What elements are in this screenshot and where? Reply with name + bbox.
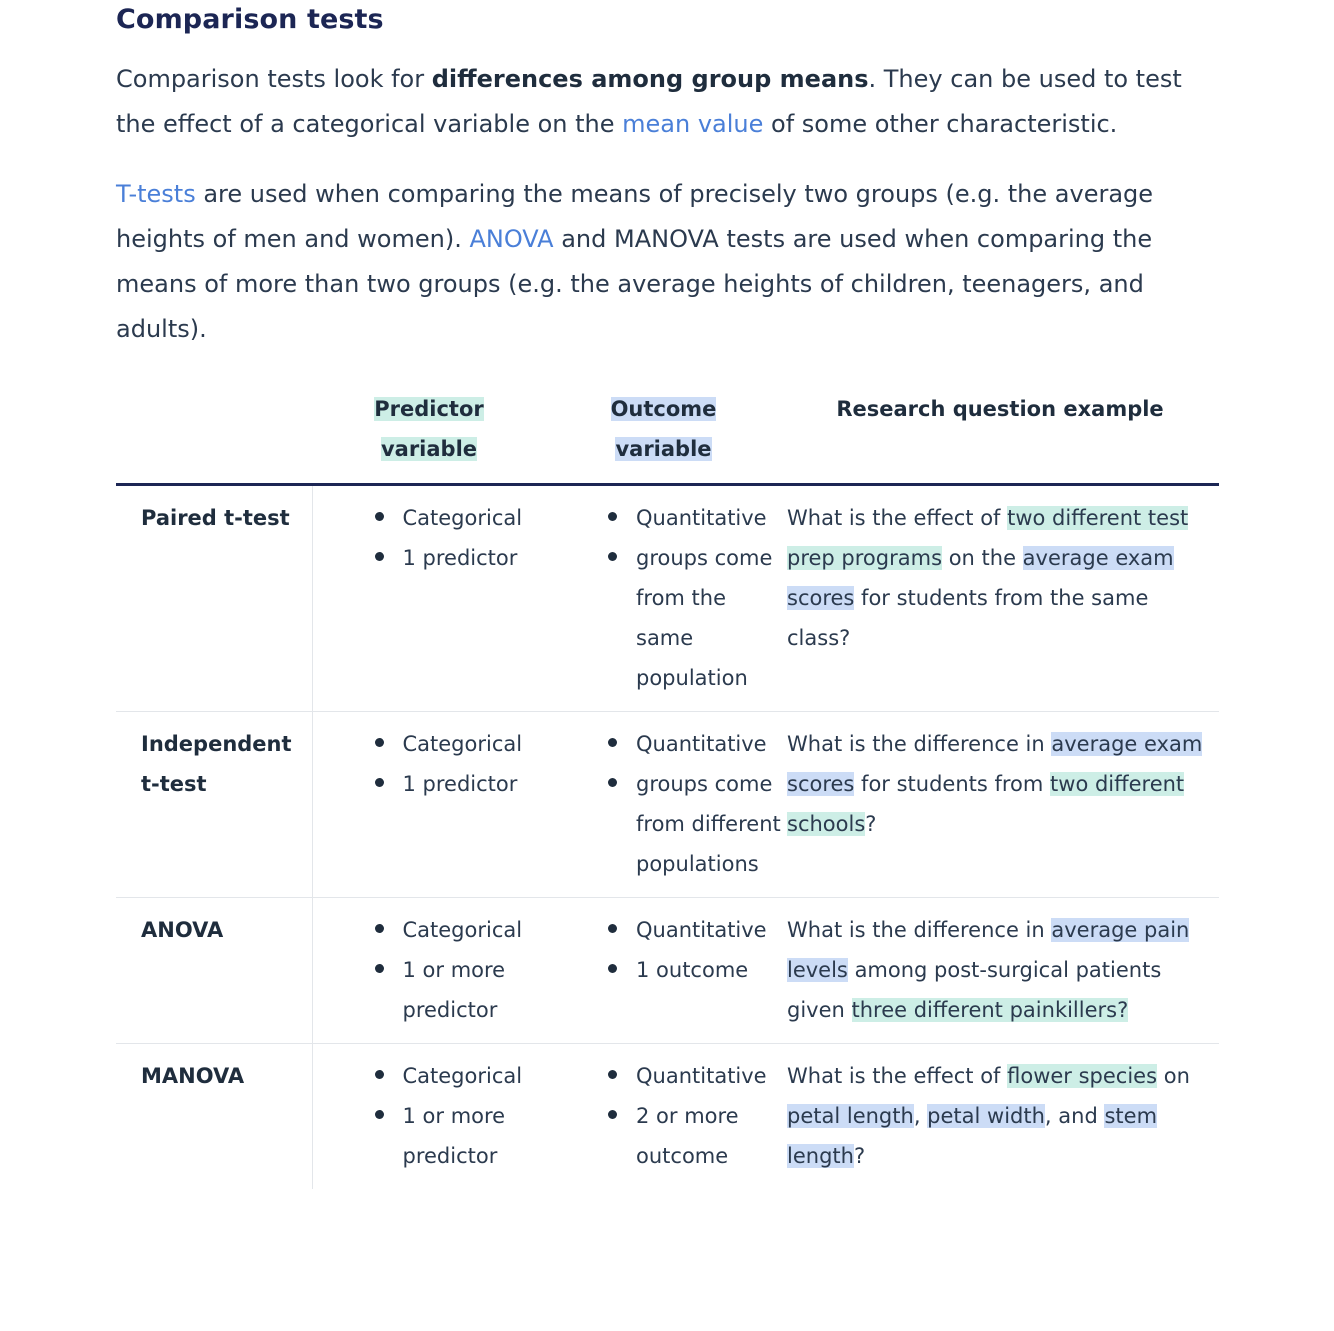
list-item	[636, 950, 781, 990]
outcome-cell	[546, 712, 781, 898]
second-text-2: and MANOVA tests are used when comparing the means of more than two groups (e.g. the average heights of children, teenagers, and adults).	[116, 225, 1153, 343]
list-item	[636, 764, 781, 884]
list-item	[403, 538, 547, 578]
bullet-icon	[608, 964, 617, 973]
list-item-text: Categorical	[402, 506, 523, 530]
research-question	[781, 485, 1219, 712]
list-item-text: 1 predictor	[402, 546, 518, 570]
table-row	[116, 712, 1219, 898]
bullet-icon	[375, 552, 384, 561]
research-question	[781, 898, 1219, 1044]
header-outcome-line1: Outcome	[610, 397, 717, 421]
list-item-text: groups come from different populations	[636, 772, 781, 876]
predictor-cell	[312, 485, 546, 712]
outcome-list	[546, 910, 781, 990]
list-item-text: groups come from the same population	[636, 546, 773, 690]
list-item	[636, 498, 781, 538]
predictor-list	[313, 910, 547, 1030]
highlighted-phrase: three different painkillers?	[851, 998, 1129, 1022]
second-text-1: are used when comparing the means of precisely two groups (e.g. the average heights of men and women).	[116, 180, 1154, 253]
intro-text-2: . They can be used to test the effect of a categorical variable on the	[116, 65, 1182, 138]
test-name: Independent t-test	[116, 712, 312, 898]
outcome-cell	[546, 485, 781, 712]
predictor-cell	[312, 898, 546, 1044]
list-item-text: Categorical	[402, 1064, 523, 1088]
list-item	[636, 910, 781, 950]
table-row	[116, 898, 1219, 1044]
bullet-icon	[375, 1070, 384, 1079]
header-outcome-line2: variable	[615, 437, 712, 461]
list-item-text: 1 or more predictor	[402, 958, 506, 1022]
intro-paragraph	[116, 57, 1219, 147]
highlighted-phrase: average pain levels	[787, 918, 1190, 982]
header-example: Research question example	[781, 385, 1219, 485]
table-header-row	[116, 385, 1219, 485]
outcome-list	[546, 498, 781, 698]
t-tests-link[interactable]: T-tests	[116, 180, 196, 208]
anova-link[interactable]: ANOVA	[469, 225, 554, 253]
question-text: on	[1157, 1064, 1190, 1088]
research-question	[781, 1044, 1219, 1190]
list-item-text: Quantitative	[636, 918, 767, 942]
header-empty	[116, 385, 312, 485]
comparison-table	[116, 385, 1219, 1189]
test-name: MANOVA	[116, 1044, 312, 1190]
list-item-text: 2 or more outcome	[636, 1104, 739, 1168]
header-outcome	[546, 385, 781, 485]
bullet-icon	[375, 512, 384, 521]
section-heading: Comparison tests	[116, 4, 384, 35]
test-name: ANOVA	[116, 898, 312, 1044]
question-text: for students from	[854, 772, 1051, 796]
intro-bold: differences among group means	[431, 65, 869, 93]
highlighted-phrase: petal length	[787, 1104, 914, 1128]
highlighted-phrase: two different schools	[787, 772, 1185, 836]
bullet-icon	[608, 512, 617, 521]
bullet-icon	[608, 1070, 617, 1079]
research-question	[781, 712, 1219, 898]
bullet-icon	[375, 924, 384, 933]
outcome-cell	[546, 898, 781, 1044]
list-item	[403, 724, 547, 764]
predictor-list	[313, 724, 547, 804]
second-paragraph	[116, 172, 1219, 352]
question-text: What is the difference in	[787, 732, 1052, 756]
header-predictor	[312, 385, 546, 485]
highlighted-phrase: two different test prep programs	[787, 506, 1189, 570]
outcome-cell	[546, 1044, 781, 1190]
list-item-text: Quantitative	[636, 1064, 767, 1088]
question-text: for students from the same class?	[787, 586, 1149, 650]
bullet-icon	[608, 738, 617, 747]
list-item	[403, 1096, 547, 1176]
question-text: What is the effect of	[787, 1064, 1008, 1088]
list-item	[403, 950, 547, 1030]
predictor-list	[313, 498, 547, 578]
list-item-text: Categorical	[402, 732, 523, 756]
intro-text-1: Comparison tests look for	[116, 65, 432, 93]
bullet-icon	[608, 778, 617, 787]
outcome-list	[546, 1056, 781, 1176]
header-predictor-line2: variable	[380, 437, 478, 461]
list-item-text: 1 outcome	[636, 958, 749, 982]
predictor-cell	[312, 712, 546, 898]
test-name: Paired t-test	[116, 485, 312, 712]
highlighted-phrase: stem length	[787, 1104, 1158, 1168]
highlighted-phrase: average exam scores	[787, 732, 1203, 796]
outcome-list	[546, 724, 781, 884]
mean-value-link[interactable]: mean value	[622, 110, 764, 138]
bullet-icon	[375, 964, 384, 973]
header-predictor-line1: Predictor	[374, 397, 484, 421]
question-text: ,	[913, 1104, 928, 1128]
question-text: , and	[1044, 1104, 1105, 1128]
highlighted-phrase: petal width	[927, 1104, 1045, 1128]
list-item	[636, 724, 781, 764]
highlighted-phrase: average exam scores	[787, 546, 1174, 610]
question-text: What is the effect of	[787, 506, 1008, 530]
bullet-icon	[608, 924, 617, 933]
bullet-icon	[375, 778, 384, 787]
question-text: among post-surgical patients given	[787, 958, 1162, 1022]
intro-text-3: of some other characteristic.	[763, 110, 1118, 138]
table-body	[116, 485, 1219, 1190]
question-text: ?	[865, 812, 877, 836]
predictor-list	[313, 1056, 547, 1176]
predictor-cell	[312, 1044, 546, 1190]
table-row	[116, 485, 1219, 712]
list-item-text: 1 or more predictor	[402, 1104, 506, 1168]
list-item-text: Categorical	[402, 918, 523, 942]
list-item-text: Quantitative	[636, 732, 767, 756]
list-item	[636, 1056, 781, 1096]
list-item	[403, 1056, 547, 1096]
bullet-icon	[375, 1110, 384, 1119]
list-item	[403, 910, 547, 950]
question-text: on the	[942, 546, 1023, 570]
bullet-icon	[608, 1110, 617, 1119]
list-item	[403, 498, 547, 538]
highlighted-phrase: flower species	[1007, 1064, 1158, 1088]
bullet-icon	[608, 552, 617, 561]
bullet-icon	[375, 738, 384, 747]
question-text: What is the difference in	[787, 918, 1052, 942]
list-item-text: 1 predictor	[402, 772, 518, 796]
question-text: ?	[853, 1144, 866, 1168]
list-item	[636, 1096, 781, 1176]
table-row	[116, 1044, 1219, 1190]
list-item	[636, 538, 781, 698]
list-item-text: Quantitative	[636, 506, 767, 530]
list-item	[403, 764, 547, 804]
